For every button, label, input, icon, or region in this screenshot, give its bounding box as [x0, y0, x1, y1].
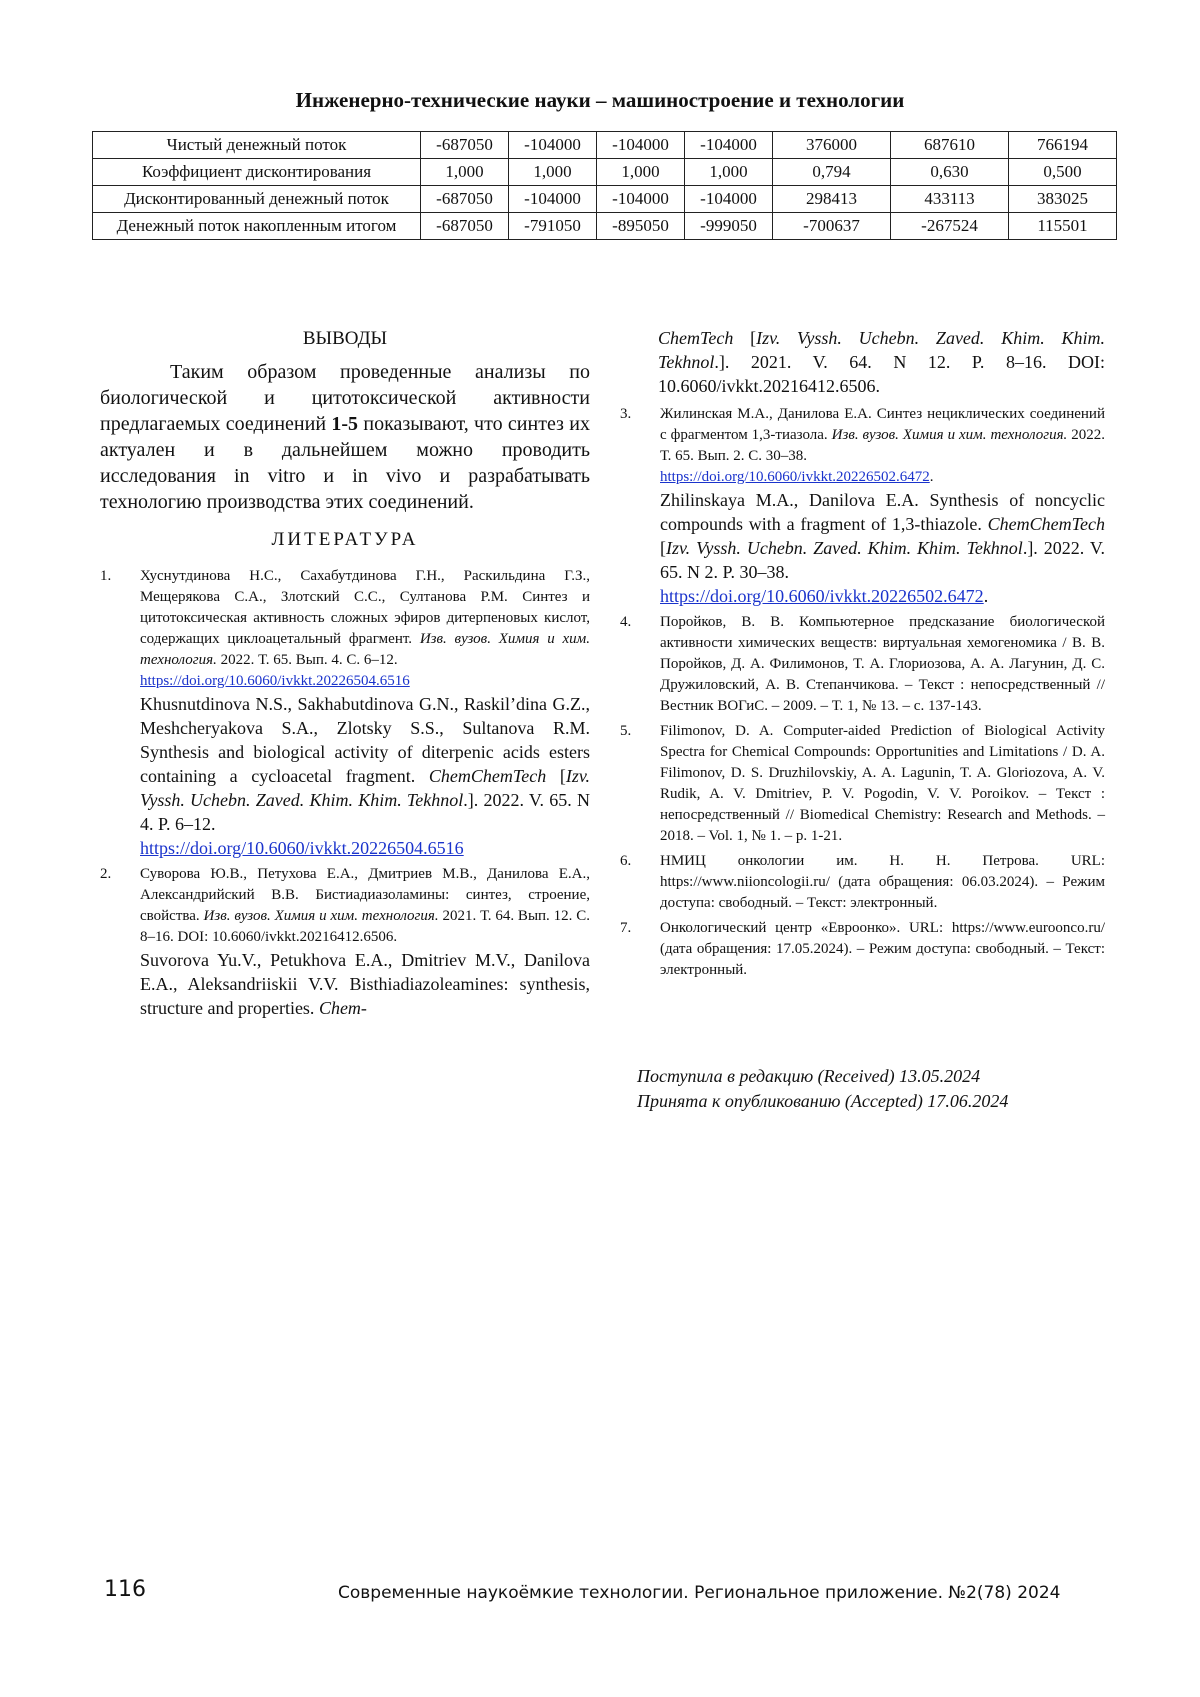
ref-en: [140, 692, 590, 860]
ref-en-journal: Chem-: [318, 998, 367, 1018]
ref-ru: [140, 864, 590, 948]
table-cell: 1,000: [509, 159, 597, 186]
conclusions-title: ВЫВОДЫ: [302, 328, 388, 349]
table-cell: -687050: [421, 186, 509, 213]
page-number: 116: [104, 1577, 146, 1602]
reference-2-continued: [620, 326, 1105, 398]
ref-body: НМИЦ онкологии им. Н. Н. Петрова. URL: https://www.niioncologii.ru/ (дата обращения: 06.03.2024). – Режим доступа: свободный. – Текст: электронный.: [660, 853, 1105, 911]
accepted-date: Принята к опубликованию (Accepted) 17.06.2024: [637, 1091, 1009, 1111]
conclusions-paragraph: [100, 359, 590, 515]
table-cell: 383025: [1009, 186, 1117, 213]
row-label: Денежный поток накопленным итогом: [93, 213, 421, 240]
ref-en-bracket: [: [733, 328, 757, 348]
ref-ru-details: 2021. Т. 64. Вып. 12. С. 8–16. DOI: 10.6060/ivkkt.20216412.6506.: [140, 908, 591, 945]
reference-4: [620, 612, 1105, 717]
ref-en-journal-translit: Izv. Vyssh. Uchebn. Zaved. Khim. Khim. Tekhnol: [658, 328, 1105, 372]
ref-number: 7.: [620, 920, 632, 936]
ref-en-details: .]. 2021. V. 64. N 12. P. 8–16. DOI: 10.6060/ivkkt.20216412.6506.: [658, 352, 1105, 396]
table-cell: -999050: [685, 213, 773, 240]
ref-number: 4.: [620, 614, 632, 630]
ref-body: [660, 404, 1105, 608]
journal-footer: Современные наукоёмкие технологии. Региональное приложение. №2(78) 2024: [338, 1583, 1061, 1603]
table-cell: -104000: [685, 186, 773, 213]
ref-ru-journal: Изв. вузов. Химия и хим. технология.: [140, 631, 590, 668]
compound-numbers: 1-5: [331, 413, 359, 435]
table-cell: 766194: [1009, 132, 1117, 159]
ref-en-text: Khusnutdinova N.S., Sakhabutdinova G.N., Raskil’dina G.Z., Meshcheryakova S.A., Zlotsky S.S., Sultanova R.M. Synthesis and biological activity of diterpenic acids esters containing a cycloacetal fragment.: [140, 694, 590, 786]
link-suffix: .: [929, 469, 934, 485]
table-cell: 0,630: [891, 159, 1009, 186]
reference-1: [100, 566, 590, 860]
ref-en-journal: ChemChemTech: [428, 766, 547, 786]
reference-2: [100, 864, 590, 1020]
table-cell: 115501: [1009, 213, 1117, 240]
ref-en: [660, 488, 1105, 608]
table-cell: -104000: [509, 186, 597, 213]
ref-en-text: Suvorova Yu.V., Petukhova E.A., Dmitriev M.V., Danilova E.A., Aleksandriiskii V.V. Bisthiadiazoleamines: synthesis, structure and properties.: [140, 950, 590, 1018]
literature-title: ЛИТЕРАТУРА: [271, 529, 419, 550]
received-date: Поступила в редакцию (Received) 13.05.2024: [637, 1066, 981, 1086]
table-row: [93, 186, 1117, 213]
ref-number: 1.: [100, 568, 112, 584]
reference-6: [620, 851, 1105, 914]
received-dates: [637, 1064, 1008, 1114]
reference-5: [620, 721, 1105, 847]
ref-en: [140, 948, 590, 1020]
page-header: Инженерно-технические науки – машиностроение и технологии: [295, 88, 905, 112]
ref-ru-text: Жилинская М.А., Данилова Е.А. Синтез нециклических соединений с фрагментом 1,3-тиазола.: [660, 406, 1105, 443]
ref-en-journal-translit: Izv. Vyssh. Uchebn. Zaved. Khim. Khim. Tekhnol: [140, 766, 590, 810]
table-row: [93, 159, 1117, 186]
ref-en-journal: ChemTech: [658, 328, 734, 348]
reference-3: [620, 404, 1105, 608]
reference-7: [620, 918, 1105, 981]
ref-number: 2.: [100, 866, 112, 882]
ref-en-journal-translit: Izv. Vyssh. Uchebn. Zaved. Khim. Khim. Tekhnol: [666, 538, 1023, 558]
ref-ru-details: 2022. Т. 65. Вып. 4. С. 6–12.: [216, 652, 398, 668]
table-cell: 433113: [891, 186, 1009, 213]
table-cell: 0,794: [773, 159, 891, 186]
ref-body: Онкологический центр «Евроонко». URL: https://www.euroonco.ru/ (дата обращения: 17.05.2024). – Режим доступа: свободный. – Текст: электронный.: [660, 920, 1105, 978]
table-cell: -895050: [597, 213, 685, 240]
table-cell: 1,000: [685, 159, 773, 186]
ref-en-text: Zhilinskaya M.A., Danilova E.A. Synthesis of noncyclic compounds with a fragment of 1,3-thiazole.: [660, 490, 1105, 534]
ref-ru-text: Хуснутдинова Н.С., Сахабутдинова Г.Н., Раскильдина Г.З., Мещерякова С.А., Злотский С.С., Султанова Р.М. Синтез и цитотоксическая активность сложных эфиров дитерпеновых кислот, содержащих циклоацетальный фрагмент.: [140, 568, 590, 647]
table-cell: -791050: [509, 213, 597, 240]
table-cell: -104000: [597, 186, 685, 213]
ref-ru: [140, 566, 590, 692]
table-cell: -104000: [597, 132, 685, 159]
table-cell: -700637: [773, 213, 891, 240]
row-label: Коэффициент дисконтирования: [93, 159, 421, 186]
ref-en-details: .]. 2022. V. 65. N 2. P. 30–38.: [660, 538, 1105, 582]
table-cell: -687050: [421, 213, 509, 240]
table-cell: -687050: [421, 132, 509, 159]
ref-body: [140, 864, 590, 1020]
ref-body: Поройков, В. В. Компьютерное предсказание биологической активности химических веществ: виртуальная хемогеномика / В. В. Поройков, Д. А. Филимонов, Т. А. Глориозова, А. А. Лагунин, Д. С. Дружиловский, А. В. Степанчикова. – Текст : непосредственный // Вестник ВОГиС. – 2009. – Т. 1, № 13. – с. 137-143.: [660, 614, 1105, 714]
ref-ru-journal: Изв. вузов. Химия и хим. технология.: [831, 427, 1068, 443]
ref-ru-journal: Изв. вузов. Химия и хим. технология.: [203, 908, 439, 924]
ref-number: 5.: [620, 723, 632, 739]
table-row: [93, 213, 1117, 240]
table-cell: 687610: [891, 132, 1009, 159]
ref-body: Filimonov, D. A. Computer-aided Prediction of Biological Activity Spectra for Chemical Compounds: Opportunities and Limitations / D. A. Filimonov, D. S. Druzhilovskiy, A. A. Lagunin, T. A. Gloriozova, A. V. Rudik, A. V. Dmitriev, P. V. Pogodin, V. V. Poroikov. – Текст : непосредственный // Biomedical Chemistry: Research and Methods. – 2018. – Vol. 1, № 1. – p. 1-21.: [660, 723, 1105, 844]
ref-en-details: .]. 2022. V. 65. N 4. P. 6–12.: [140, 790, 590, 834]
table-cell: -104000: [509, 132, 597, 159]
table-cell: 298413: [773, 186, 891, 213]
row-label: Чистый денежный поток: [93, 132, 421, 159]
table-cell: 1,000: [421, 159, 509, 186]
right-column: [620, 326, 1105, 985]
left-column: [100, 326, 590, 1024]
doi-link[interactable]: https://doi.org/10.6060/ivkkt.20226504.6516: [140, 838, 464, 858]
ref-number: 3.: [620, 406, 632, 422]
table-cell: 1,000: [597, 159, 685, 186]
table-cell: 376000: [773, 132, 891, 159]
table-cell: -104000: [685, 132, 773, 159]
doi-link[interactable]: https://doi.org/10.6060/ivkkt.20226502.6472: [660, 469, 930, 485]
conclusions-text-2: показывают, что синтез их актуален и в дальнейшем можно проводить исследования in vitro и in vivo и разрабатывать технологию производства этих соединений.: [100, 413, 591, 513]
table-row: [93, 132, 1117, 159]
cash-flow-table: [92, 131, 1117, 240]
ref-en-bracket: [: [660, 538, 666, 558]
conclusions-text-1: Таким образом проведенные анализы по биологической и цитотоксической активности предлагаемых соединений: [100, 361, 590, 435]
ref-ru-details: 2022. Т. 65. Вып. 2. С. 30–38.: [660, 427, 1106, 464]
table-cell: -267524: [891, 213, 1009, 240]
ref-ru: [660, 404, 1105, 488]
doi-link[interactable]: https://doi.org/10.6060/ivkkt.20226504.6516: [140, 673, 410, 689]
ref-body: [140, 566, 590, 860]
ref-en-bracket: [: [546, 766, 566, 786]
ref-en-journal: ChemChemTech: [987, 514, 1105, 534]
doi-link[interactable]: https://doi.org/10.6060/ivkkt.20226502.6472: [660, 586, 984, 606]
ref-ru-text: Суворова Ю.В., Петухова Е.А., Дмитриев М.В., Данилова Е.А., Александрийский В.В. Бистиадиазоламины: синтез, строение, свойства.: [140, 866, 590, 924]
ref-number: 6.: [620, 853, 632, 869]
table-cell: 0,500: [1009, 159, 1117, 186]
row-label: Дисконтированный денежный поток: [93, 186, 421, 213]
link-suffix: .: [983, 586, 989, 606]
